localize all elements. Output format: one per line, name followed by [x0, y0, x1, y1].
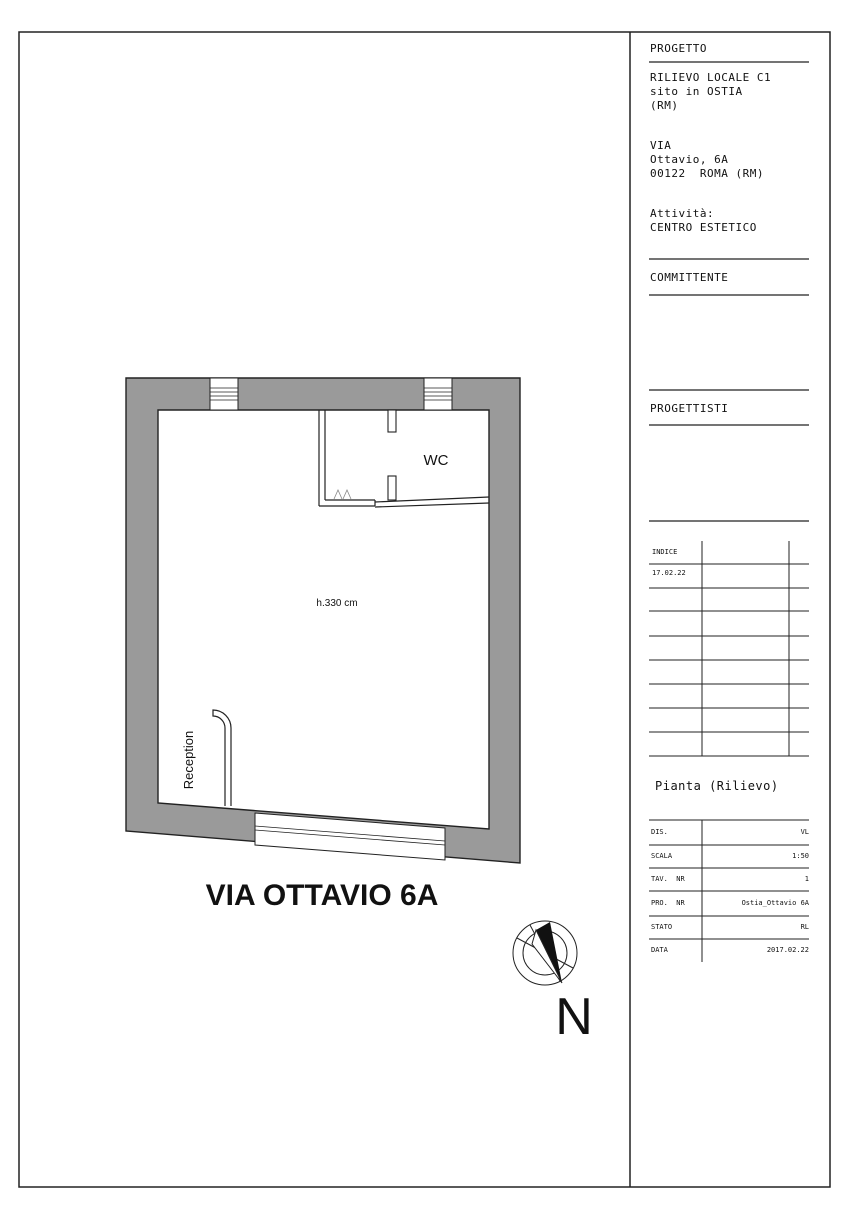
- address-line-2: Ottavio, 6A: [650, 153, 729, 166]
- activity-line-1: Attività:: [650, 207, 715, 220]
- address-line-3: 00122 ROMA (RM): [650, 167, 764, 180]
- revision-date: 17.02.22: [652, 569, 686, 577]
- plan-title: VIA OTTAVIO 6A: [205, 879, 439, 912]
- progetto-line-1: RILIEVO LOCALE C1: [650, 71, 772, 84]
- info-label-data: DATA: [651, 946, 668, 954]
- window-top-left: [210, 378, 238, 410]
- north-label: N: [555, 988, 593, 1046]
- info-table: [649, 820, 809, 962]
- progetto-header: PROGETTO: [650, 42, 707, 55]
- wc-label: WC: [423, 452, 449, 469]
- info-label-dis: DIS.: [651, 828, 668, 836]
- address-line-1: VIA: [650, 139, 672, 152]
- reception-label: Reception: [181, 730, 196, 790]
- progetto-line-2: sito in OSTIA: [650, 85, 743, 98]
- info-value-dis: VL: [800, 828, 809, 836]
- committente-header: COMMITTENTE: [650, 271, 729, 284]
- drawing-title: Pianta (Rilievo): [655, 779, 779, 793]
- room-height-label: h.330 cm: [316, 598, 358, 609]
- wc-partitions: [319, 410, 489, 507]
- info-value-stato: RL: [800, 923, 809, 931]
- info-value-tav: 1: [804, 875, 809, 883]
- info-label-scala: SCALA: [651, 852, 673, 860]
- progettisti-header: PROGETTISTI: [650, 402, 729, 415]
- info-label-tav: TAV. NR: [651, 875, 685, 883]
- info-value-scala: 1:50: [792, 852, 809, 860]
- activity-line-2: CENTRO ESTETICO: [650, 221, 757, 234]
- title-block-rules: [649, 62, 809, 521]
- floor-plan: [126, 378, 520, 863]
- info-label-stato: STATO: [651, 923, 673, 931]
- revisions-header: INDICE: [652, 548, 678, 556]
- progetto-line-3: (RM): [650, 99, 679, 112]
- reception-counter: [213, 710, 231, 806]
- window-top-right: [424, 378, 452, 410]
- shop-window: [255, 813, 445, 860]
- info-label-pro: PRO. NR: [651, 899, 685, 907]
- info-value-data: 2017.02.22: [766, 946, 809, 954]
- info-value-pro: Ostia_Ottavio 6A: [741, 899, 809, 907]
- north-arrow-icon: [513, 921, 577, 985]
